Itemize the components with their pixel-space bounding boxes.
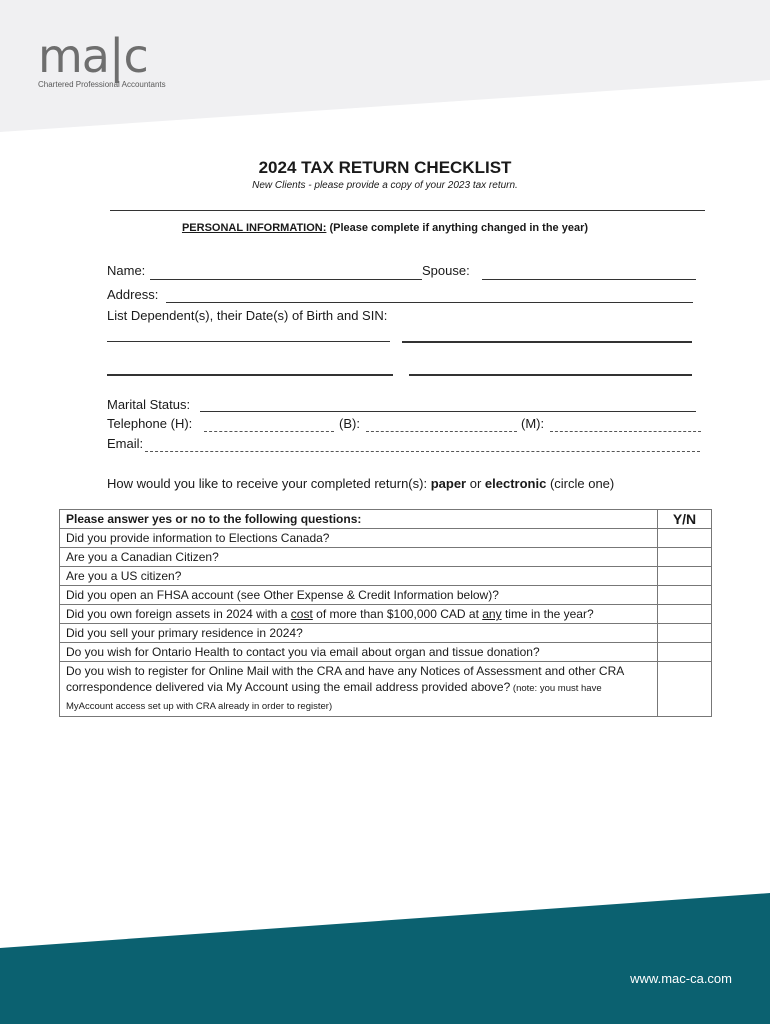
table-row	[60, 548, 712, 567]
question-text: Did you provide information to Elections Canada?	[60, 529, 658, 548]
dependent-line-1[interactable]	[107, 341, 390, 342]
section-note: (Please complete if anything changed in the year)	[326, 222, 589, 234]
q8-note: (note: you must have MyAccount access set up with CRA already in order to register)	[66, 683, 602, 712]
questions-table	[59, 509, 712, 717]
question-text: Are you a Canadian Citizen?	[60, 548, 658, 567]
q5-any: any	[482, 607, 502, 621]
option-electronic[interactable]: electronic	[484, 476, 547, 491]
spouse-label: Spouse:	[422, 263, 470, 278]
question-text: Are you a US citizen?	[60, 567, 658, 586]
questions-header: Please answer yes or no to the following questions:	[60, 510, 658, 529]
q5-part-a: Did you own foreign assets in 2024 with a	[66, 607, 291, 621]
company-logo	[38, 29, 166, 89]
marital-label: Marital Status:	[107, 397, 191, 412]
telephone-business-label: (B):	[339, 416, 360, 431]
name-input-line[interactable]	[150, 279, 422, 280]
q8-text: Do you wish to register for Online Mail with the CRA and have any Notices of Assessment and other CRA correspondence delivered via My Account using the email address provided above?	[66, 664, 624, 694]
table-header-row	[60, 510, 712, 529]
receive-question	[107, 476, 614, 491]
q5-part-b: of more than $100,000 CAD at	[312, 607, 483, 621]
question-text	[60, 605, 658, 624]
answer-cell[interactable]	[658, 662, 712, 717]
answer-cell[interactable]	[658, 586, 712, 605]
answer-cell[interactable]	[658, 643, 712, 662]
question-text: Did you sell your primary residence in 2024?	[60, 624, 658, 643]
receive-hint: (circle one)	[546, 476, 615, 491]
table-row	[60, 605, 712, 624]
q5-part-c: time in the year?	[501, 607, 594, 621]
email-label: Email:	[107, 436, 144, 451]
logo-mark: ma|c	[38, 29, 148, 83]
receive-question-text: How would you like to receive your completed return(s):	[107, 476, 431, 491]
question-text: Did you open an FHSA account (see Other Expense & Credit Information below)?	[60, 586, 658, 605]
telephone-business-line[interactable]	[366, 431, 517, 432]
answer-cell[interactable]	[658, 624, 712, 643]
table-row	[60, 586, 712, 605]
name-label: Name:	[107, 263, 146, 278]
logo-tagline: Chartered Professional Accountants	[38, 80, 166, 89]
dependent-line-2[interactable]	[402, 341, 692, 343]
answer-cell[interactable]	[658, 567, 712, 586]
table-row	[60, 643, 712, 662]
yn-header: Y/N	[658, 510, 712, 529]
question-text	[60, 662, 658, 717]
page-subtitle: New Clients - please provide a copy of your 2023 tax return.	[252, 180, 518, 191]
email-input-line[interactable]	[145, 451, 700, 452]
answer-cell[interactable]	[658, 605, 712, 624]
page-title: 2024 TAX RETURN CHECKLIST	[258, 158, 512, 177]
table-row	[60, 624, 712, 643]
option-paper[interactable]: paper	[430, 476, 467, 491]
telephone-mobile-label: (M):	[521, 416, 545, 431]
marital-input-line[interactable]	[200, 411, 696, 412]
receive-or: or	[466, 476, 485, 491]
table-row	[60, 529, 712, 548]
question-text: Do you wish for Ontario Health to contact you via email about organ and tissue donation?	[60, 643, 658, 662]
dependents-label: List Dependent(s), their Date(s) of Birth and SIN:	[107, 308, 388, 323]
table-row	[60, 567, 712, 586]
dependent-line-4[interactable]	[409, 374, 692, 376]
footer-band	[0, 893, 770, 1024]
address-input-line[interactable]	[166, 302, 693, 303]
section-heading	[0, 222, 770, 234]
address-label: Address:	[107, 287, 159, 302]
divider	[110, 210, 705, 211]
table-row	[60, 662, 712, 717]
answer-cell[interactable]	[658, 548, 712, 567]
telephone-mobile-line[interactable]	[550, 431, 701, 432]
telephone-home-label: Telephone (H):	[107, 416, 193, 431]
q5-cost: cost	[290, 607, 313, 621]
answer-cell[interactable]	[658, 529, 712, 548]
telephone-home-line[interactable]	[204, 431, 334, 432]
dependent-line-3[interactable]	[107, 374, 393, 376]
spouse-input-line[interactable]	[482, 279, 696, 280]
section-heading-label: PERSONAL INFORMATION:	[181, 222, 327, 234]
website-link[interactable]: www.mac-ca.com	[630, 971, 732, 986]
